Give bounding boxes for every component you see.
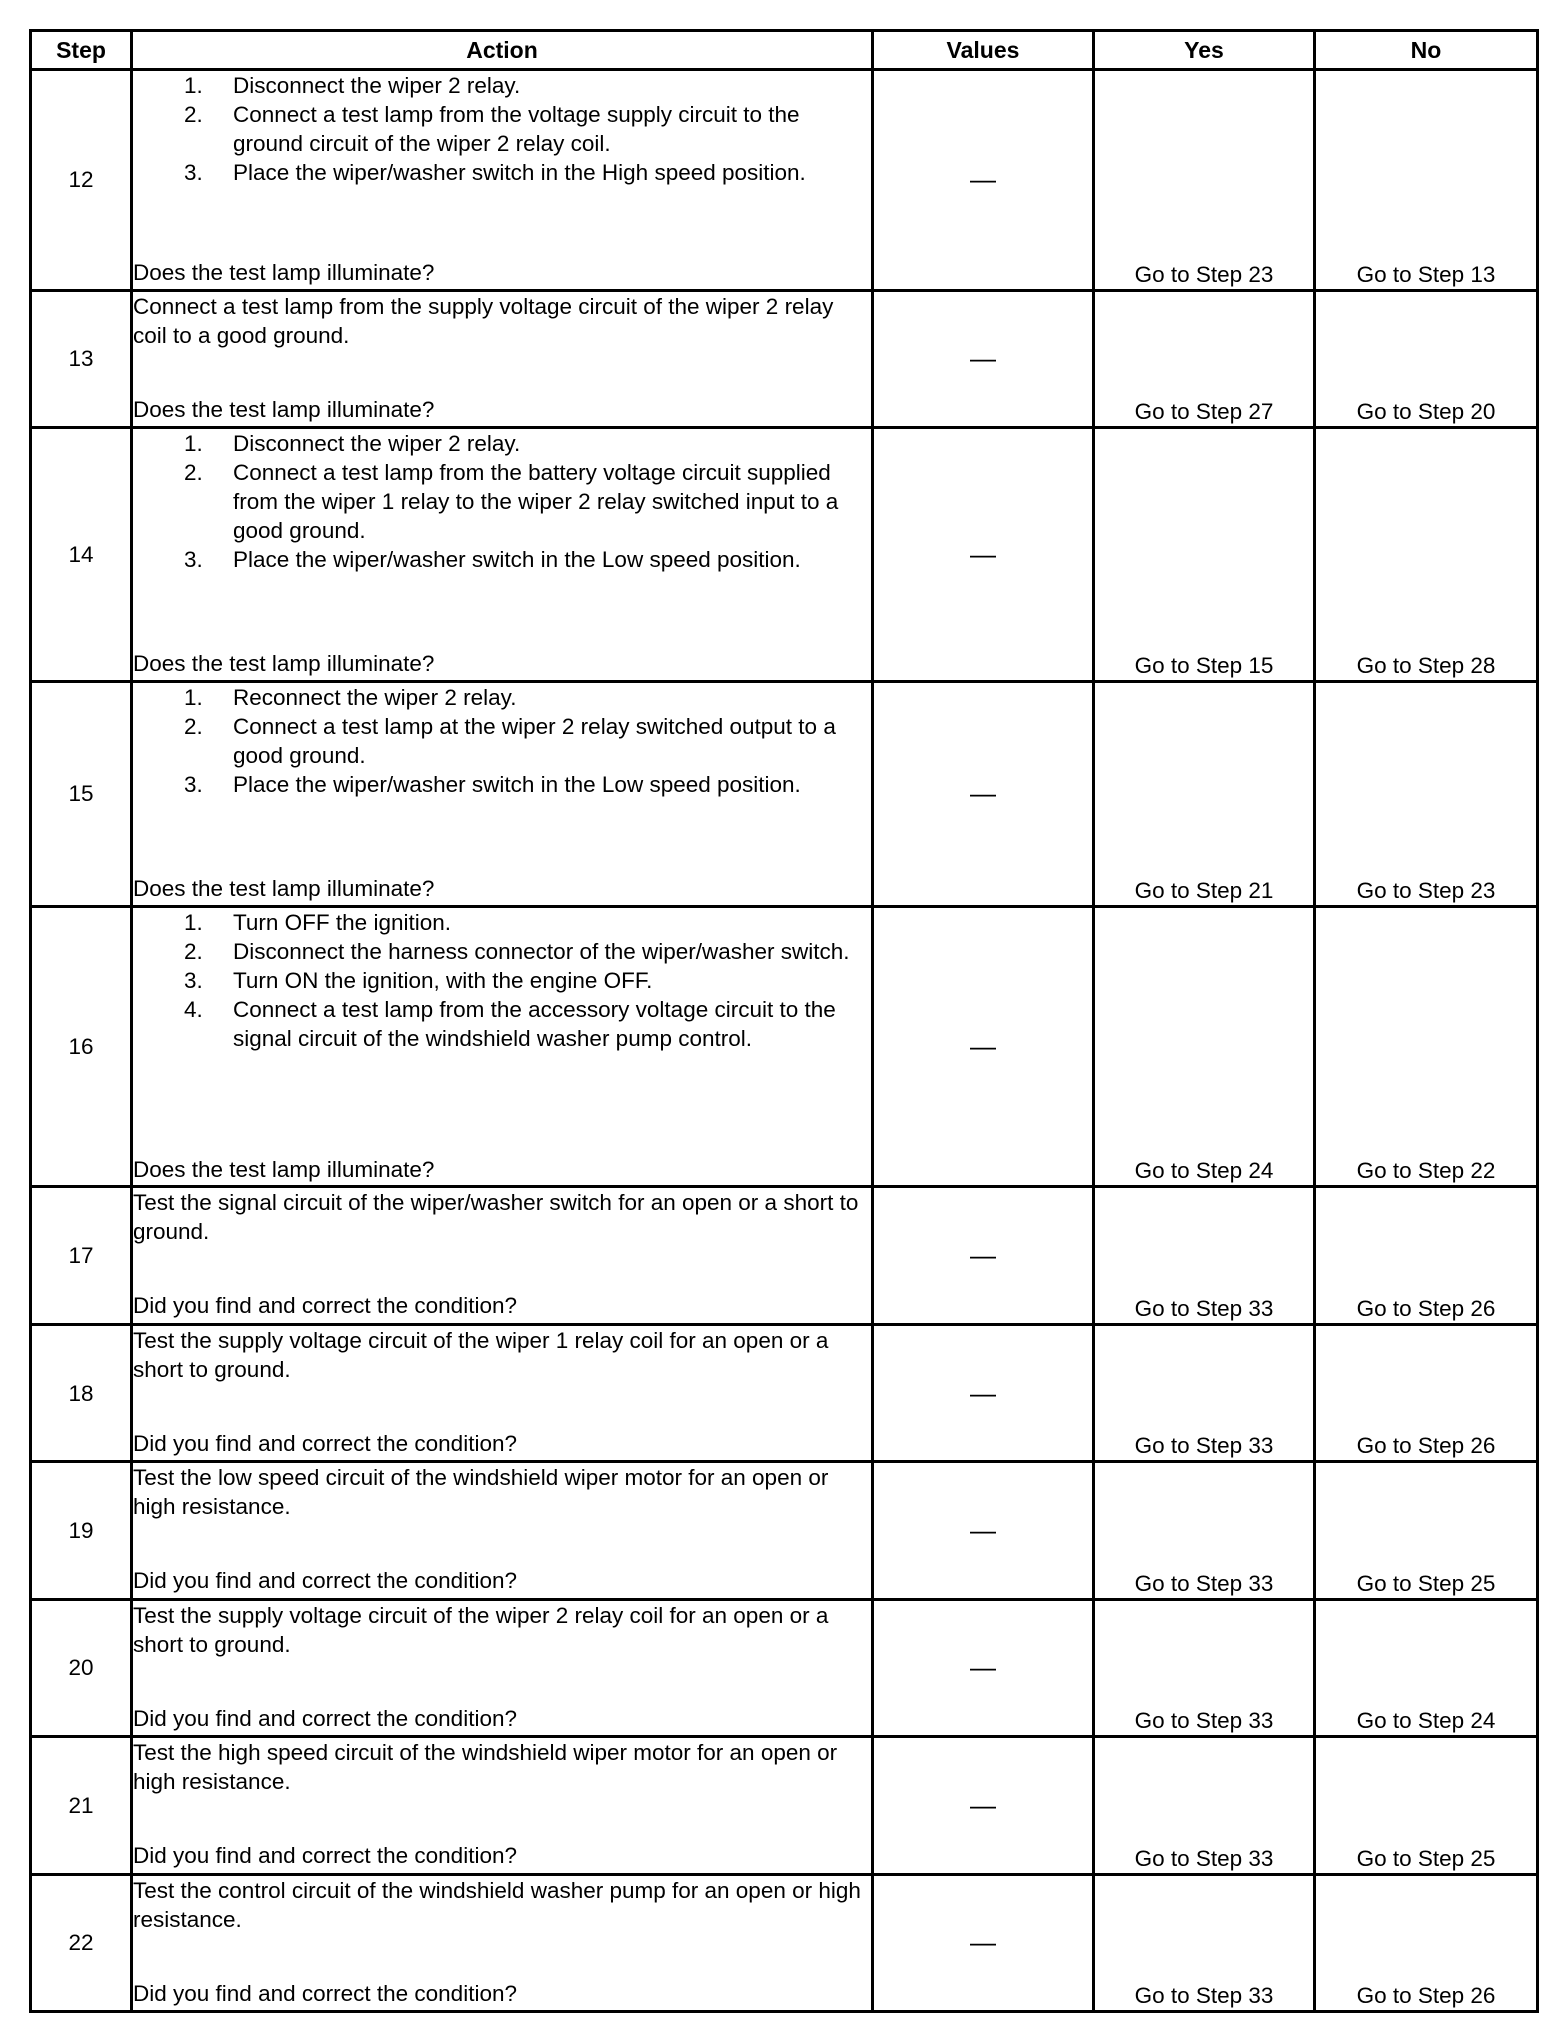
- no-result-cell: Go to Step 24: [1315, 1599, 1538, 1736]
- action-step-text: Turn OFF the ignition.: [233, 909, 452, 935]
- action-step-text: Disconnect the wiper 2 relay.: [233, 431, 521, 457]
- column-header-step: Step: [31, 31, 132, 70]
- action-step-text: Connect a test lamp from the battery voltage circuit supplied from the wiper 1 relay to the wiper 2 relay switched input to a good ground.: [233, 460, 839, 544]
- action-step-item: [184, 995, 871, 1053]
- action-step-number: 2.: [184, 938, 203, 964]
- values-cell: —: [873, 1324, 1094, 1461]
- action-question: Did you find and correct the condition?: [133, 1843, 517, 1869]
- action-step-number: 4.: [184, 996, 203, 1022]
- action-description: Test the high speed circuit of the windshield wiper motor for an open or high resistance.: [133, 1740, 838, 1795]
- action-content: [133, 1738, 871, 1870]
- action-question: Does the test lamp illuminate?: [133, 260, 435, 285]
- column-header-yes: Yes: [1094, 31, 1315, 70]
- action-step-number: 1.: [184, 909, 203, 935]
- table-row: [31, 70, 1538, 291]
- action-step-text: Connect a test lamp from the voltage supply circuit to the ground circuit of the wiper 2 relay coil.: [233, 102, 800, 156]
- no-result-cell: Go to Step 26: [1315, 1324, 1538, 1461]
- action-step-item: [184, 712, 871, 770]
- action-step-number: 2.: [184, 460, 203, 486]
- values-cell: —: [873, 428, 1094, 682]
- no-result-cell: Go to Step 23: [1315, 681, 1538, 906]
- values-cell: —: [873, 1187, 1094, 1324]
- no-result-cell: Go to Step 28: [1315, 428, 1538, 682]
- step-number: 22: [31, 1874, 132, 2011]
- step-number: 17: [31, 1187, 132, 1324]
- action-content: [133, 683, 871, 903]
- action-content: [133, 1188, 871, 1320]
- values-cell: —: [873, 290, 1094, 427]
- action-content: [133, 1601, 871, 1733]
- action-description: Test the control circuit of the windshield washer pump for an open or high resistance.: [133, 1877, 861, 1932]
- column-header-no: No: [1315, 31, 1538, 70]
- step-number: 18: [31, 1324, 132, 1461]
- yes-result-cell: Go to Step 27: [1094, 290, 1315, 427]
- action-steps-list: [133, 683, 871, 799]
- table-row: [31, 428, 1538, 682]
- action-step-number: 2.: [184, 713, 203, 739]
- no-result-cell: Go to Step 25: [1315, 1462, 1538, 1599]
- yes-result-cell: Go to Step 33: [1094, 1874, 1315, 2011]
- values-cell: —: [873, 70, 1094, 291]
- action-description: Connect a test lamp from the supply voltage circuit of the wiper 2 relay coil to a good ground.: [133, 293, 834, 348]
- action-step-text: Disconnect the harness connector of the wiper/washer switch.: [233, 938, 850, 964]
- action-step-number: 2.: [184, 102, 203, 127]
- action-question: Did you find and correct the condition?: [133, 1705, 517, 1731]
- action-question: Did you find and correct the condition?: [133, 1980, 517, 2006]
- step-number: 16: [31, 906, 132, 1187]
- action-question: Does the test lamp illuminate?: [133, 1156, 435, 1182]
- column-header-values: Values: [873, 31, 1094, 70]
- action-step-text: Turn ON the ignition, with the engine OFF.: [233, 967, 653, 993]
- action-step-item: [184, 770, 871, 799]
- action-steps-list: [133, 429, 871, 574]
- action-step-text: Connect a test lamp from the accessory voltage circuit to the signal circuit of the windshield washer pump control.: [233, 996, 836, 1051]
- table-row: [31, 1187, 1538, 1324]
- step-number: 20: [31, 1599, 132, 1736]
- action-step-item: [184, 937, 871, 966]
- action-description: Test the supply voltage circuit of the wiper 1 relay coil for an open or a short to ground.: [133, 1327, 829, 1382]
- action-step-item: [184, 545, 871, 574]
- action-step-number: 1.: [184, 431, 203, 457]
- action-content: [133, 1463, 871, 1595]
- action-step-number: 3.: [184, 771, 203, 797]
- no-result-cell: Go to Step 25: [1315, 1737, 1538, 1874]
- action-step-number: 3.: [184, 547, 203, 573]
- column-header-action: Action: [132, 31, 873, 70]
- action-cell: [132, 290, 873, 427]
- action-step-text: Place the wiper/washer switch in the Low speed position.: [233, 547, 801, 573]
- action-steps-list: [133, 908, 871, 1053]
- action-step-text: Connect a test lamp at the wiper 2 relay switched output to a good ground.: [233, 713, 836, 768]
- action-cell: [132, 681, 873, 906]
- action-question: Does the test lamp illuminate?: [133, 396, 435, 422]
- action-content: [133, 1876, 871, 2008]
- no-result-cell: Go to Step 20: [1315, 290, 1538, 427]
- table-header-row: [31, 31, 1538, 70]
- action-cell: [132, 1324, 873, 1461]
- no-result-cell: Go to Step 22: [1315, 906, 1538, 1187]
- yes-result-cell: Go to Step 33: [1094, 1599, 1315, 1736]
- action-step-text: Place the wiper/washer switch in the Low speed position.: [233, 771, 801, 797]
- values-cell: —: [873, 906, 1094, 1187]
- table-row: [31, 1462, 1538, 1599]
- values-cell: —: [873, 681, 1094, 906]
- action-step-text: Reconnect the wiper 2 relay.: [233, 684, 517, 710]
- action-step-item: [184, 908, 871, 937]
- values-cell: —: [873, 1599, 1094, 1736]
- step-number: 15: [31, 681, 132, 906]
- yes-result-cell: Go to Step 21: [1094, 681, 1315, 906]
- yes-result-cell: Go to Step 15: [1094, 428, 1315, 682]
- action-step-item: [184, 100, 871, 158]
- action-step-number: 1.: [184, 73, 203, 98]
- step-number: 14: [31, 428, 132, 682]
- no-result-cell: Go to Step 26: [1315, 1187, 1538, 1324]
- action-steps-list: [133, 71, 871, 187]
- table-row: [31, 290, 1538, 427]
- action-content: [133, 1326, 871, 1458]
- action-content: [133, 292, 871, 424]
- action-step-text: Place the wiper/washer switch in the High speed position.: [233, 160, 806, 185]
- yes-result-cell: Go to Step 33: [1094, 1324, 1315, 1461]
- action-step-text: Disconnect the wiper 2 relay.: [233, 73, 521, 98]
- values-cell: —: [873, 1462, 1094, 1599]
- action-cell: [132, 906, 873, 1187]
- action-description: Test the low speed circuit of the windshield wiper motor for an open or high resistance.: [133, 1465, 829, 1520]
- table-row: [31, 1737, 1538, 1874]
- yes-result-cell: Go to Step 24: [1094, 906, 1315, 1187]
- action-cell: [132, 1599, 873, 1736]
- no-result-cell: Go to Step 13: [1315, 70, 1538, 291]
- step-number: 13: [31, 290, 132, 427]
- action-step-item: [184, 458, 871, 545]
- yes-result-cell: Go to Step 33: [1094, 1462, 1315, 1599]
- action-question: Does the test lamp illuminate?: [133, 875, 435, 901]
- step-number: 19: [31, 1462, 132, 1599]
- yes-result-cell: Go to Step 33: [1094, 1737, 1315, 1874]
- action-content: [133, 71, 871, 287]
- step-number: 12: [31, 70, 132, 291]
- action-question: Does the test lamp illuminate?: [133, 651, 435, 677]
- table-row: [31, 681, 1538, 906]
- action-description: Test the supply voltage circuit of the wiper 2 relay coil for an open or a short to ground.: [133, 1602, 829, 1657]
- table-row: [31, 1324, 1538, 1461]
- action-content: [133, 429, 871, 678]
- action-question: Did you find and correct the condition?: [133, 1568, 517, 1594]
- action-cell: [132, 1187, 873, 1324]
- action-cell: [132, 1462, 873, 1599]
- action-step-number: 3.: [184, 967, 203, 993]
- action-step-item: [184, 683, 871, 712]
- no-result-cell: Go to Step 26: [1315, 1874, 1538, 2011]
- action-cell: [132, 428, 873, 682]
- action-step-item: [184, 158, 871, 187]
- action-description: Test the signal circuit of the wiper/washer switch for an open or a short to ground.: [133, 1190, 859, 1245]
- table-row: [31, 906, 1538, 1187]
- action-step-number: 1.: [184, 684, 203, 710]
- values-cell: —: [873, 1737, 1094, 1874]
- table-body: [31, 70, 1538, 2012]
- action-step-item: [184, 429, 871, 458]
- action-question: Did you find and correct the condition?: [133, 1430, 517, 1456]
- action-cell: [132, 1874, 873, 2011]
- diagnostic-steps-table: [29, 29, 1539, 2013]
- action-cell: [132, 1737, 873, 1874]
- values-cell: —: [873, 1874, 1094, 2011]
- action-question: Did you find and correct the condition?: [133, 1293, 517, 1319]
- table-row: [31, 1599, 1538, 1736]
- yes-result-cell: Go to Step 33: [1094, 1187, 1315, 1324]
- table-row: [31, 1874, 1538, 2011]
- step-number: 21: [31, 1737, 132, 1874]
- action-step-number: 3.: [184, 160, 203, 185]
- action-step-item: [184, 71, 871, 100]
- action-step-item: [184, 966, 871, 995]
- action-content: [133, 908, 871, 1184]
- action-cell: [132, 70, 873, 291]
- yes-result-cell: Go to Step 23: [1094, 70, 1315, 291]
